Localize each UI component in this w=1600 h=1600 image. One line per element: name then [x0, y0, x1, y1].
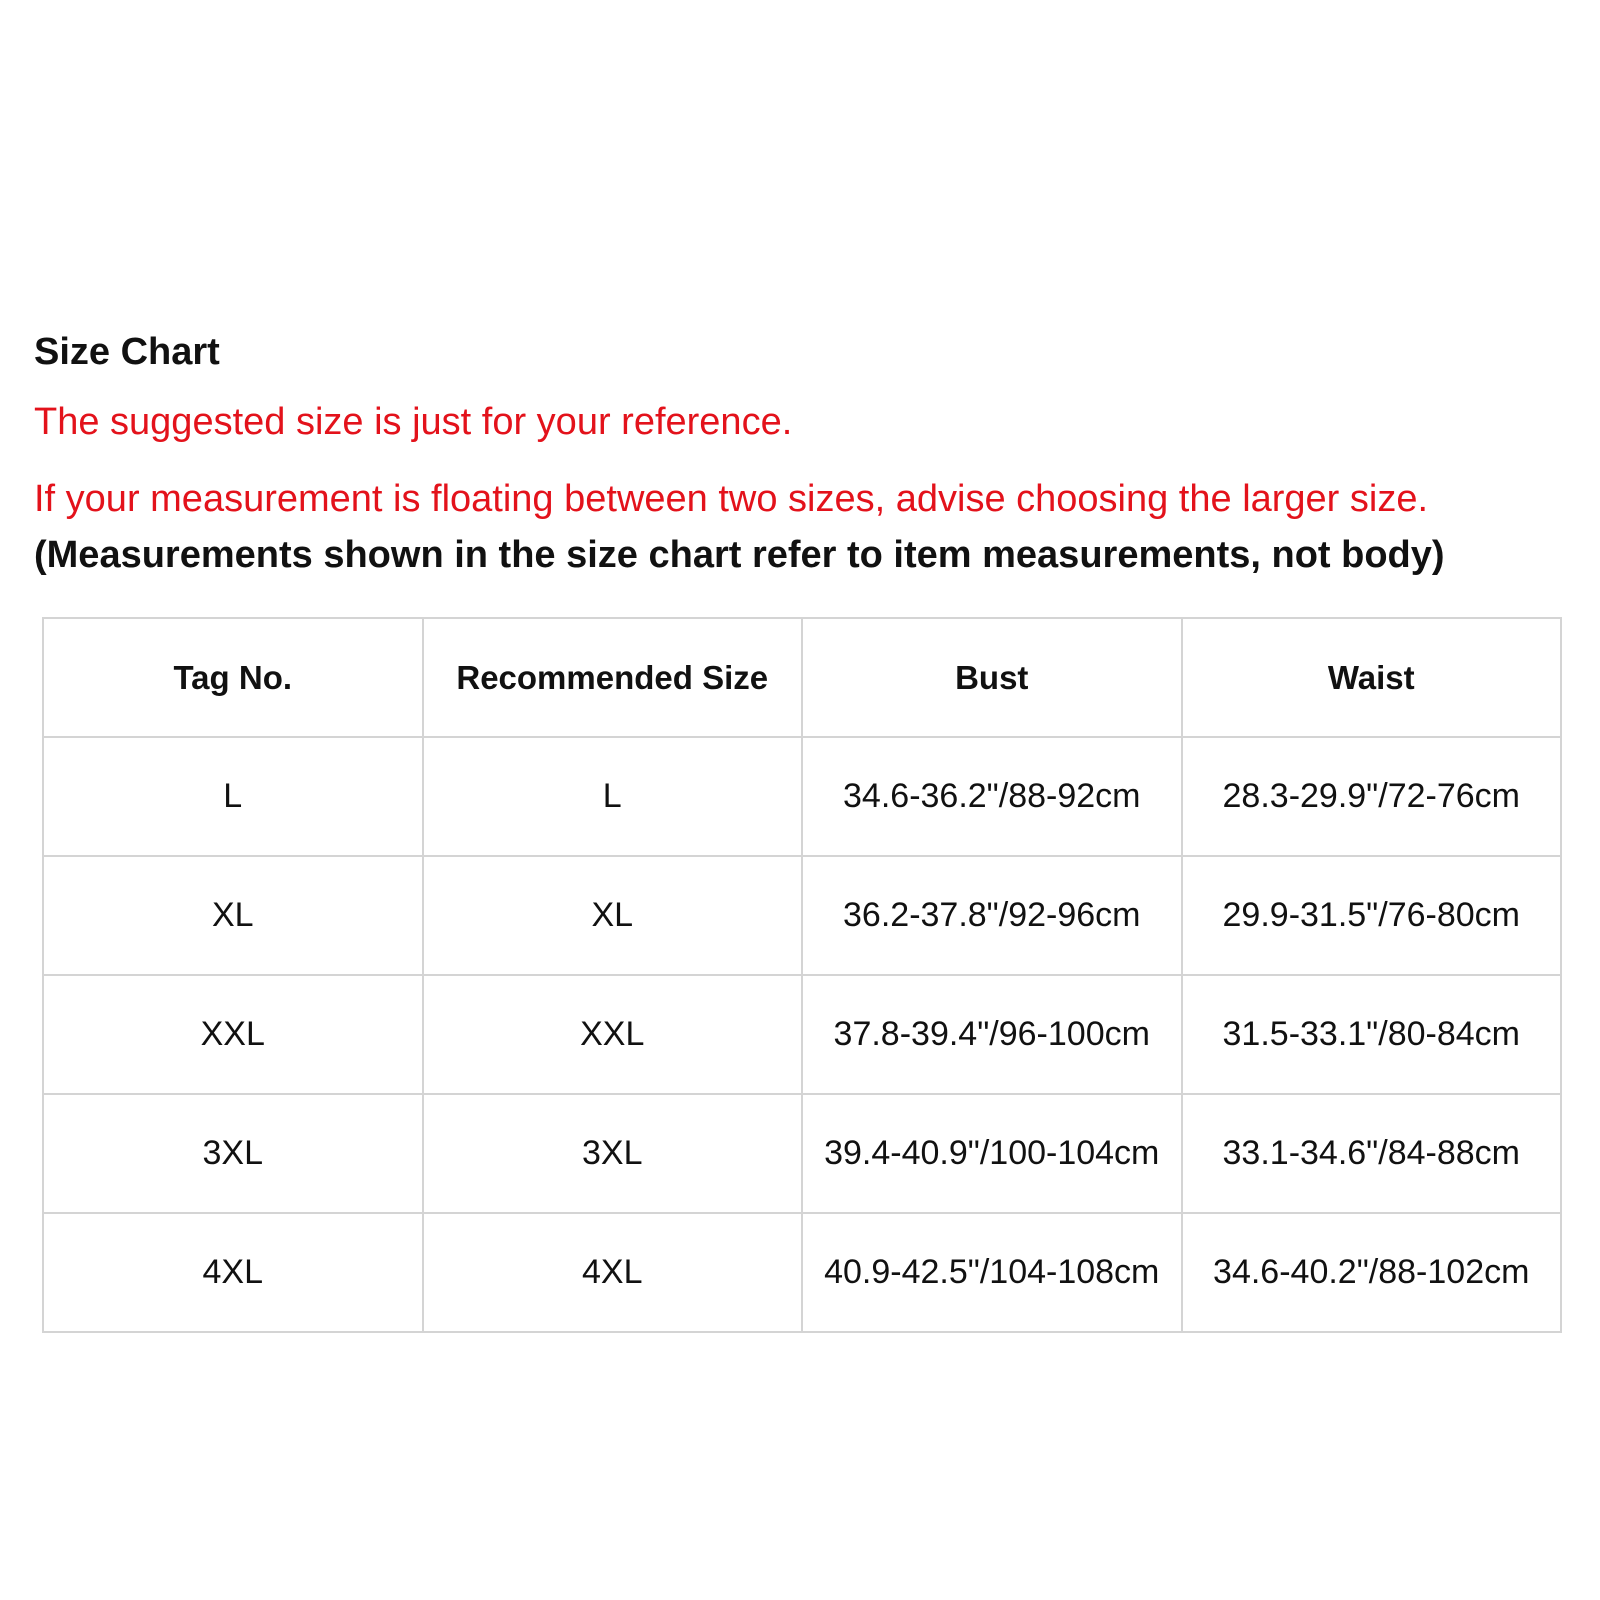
- bust-cell: 39.4-40.9"/100-104cm: [802, 1094, 1182, 1213]
- column-header-waist: Waist: [1182, 618, 1562, 737]
- bust-cell: 40.9-42.5"/104-108cm: [802, 1213, 1182, 1332]
- bust-cell: 37.8-39.4"/96-100cm: [802, 975, 1182, 1094]
- bust-cell: 36.2-37.8"/92-96cm: [802, 856, 1182, 975]
- recommended-size-cell: XXL: [423, 975, 803, 1094]
- column-header-recommended-size: Recommended Size: [423, 618, 803, 737]
- table-header-row: [43, 618, 1561, 737]
- size-chart-header: [34, 330, 1574, 577]
- recommended-size-cell: 4XL: [423, 1213, 803, 1332]
- reference-note: The suggested size is just for your reference.: [34, 401, 793, 443]
- tag-no-cell: XXL: [43, 975, 423, 1094]
- waist-cell: 34.6-40.2"/88-102cm: [1182, 1213, 1562, 1332]
- table-row: [43, 737, 1561, 856]
- table-row: [43, 1094, 1561, 1213]
- waist-cell: 33.1-34.6"/84-88cm: [1182, 1094, 1562, 1213]
- table-row: [43, 975, 1561, 1094]
- tag-no-cell: 3XL: [43, 1094, 423, 1213]
- page-title: Size Chart: [34, 331, 220, 373]
- column-header-bust: Bust: [802, 618, 1182, 737]
- table-row: [43, 1213, 1561, 1332]
- waist-cell: 29.9-31.5"/76-80cm: [1182, 856, 1562, 975]
- waist-cell: 28.3-29.9"/72-76cm: [1182, 737, 1562, 856]
- bust-cell: 34.6-36.2"/88-92cm: [802, 737, 1182, 856]
- measurement-disclaimer: (Measurements shown in the size chart refer to item measurements, not body): [34, 534, 1445, 576]
- tag-no-cell: 4XL: [43, 1213, 423, 1332]
- waist-cell: 31.5-33.1"/80-84cm: [1182, 975, 1562, 1094]
- tag-no-cell: XL: [43, 856, 423, 975]
- column-header-tag-no: Tag No.: [43, 618, 423, 737]
- recommended-size-cell: L: [423, 737, 803, 856]
- sizing-advice-note: If your measurement is floating between two sizes, advise choosing the larger size.: [34, 477, 1429, 520]
- tag-no-cell: L: [43, 737, 423, 856]
- size-chart-table: [42, 617, 1562, 1333]
- recommended-size-cell: XL: [423, 856, 803, 975]
- table-row: [43, 856, 1561, 975]
- recommended-size-cell: 3XL: [423, 1094, 803, 1213]
